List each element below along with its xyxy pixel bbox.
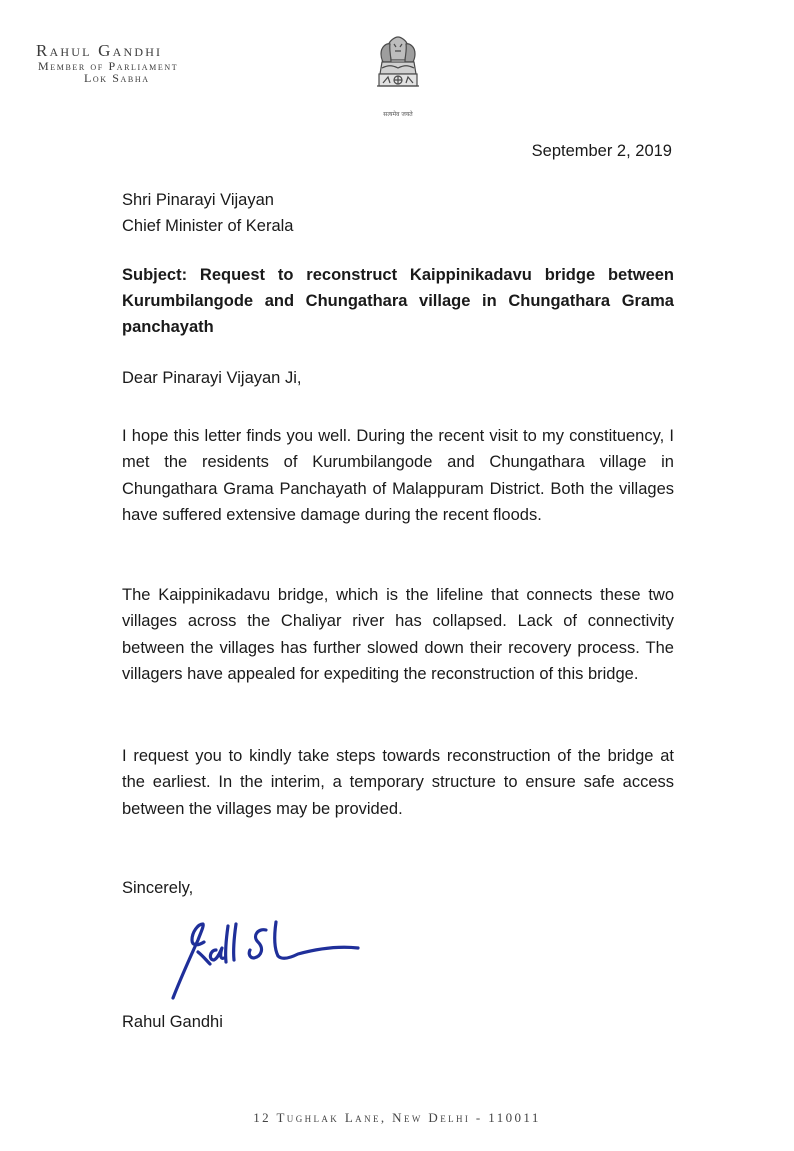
recipient-designation: Chief Minister of Kerala bbox=[122, 217, 294, 235]
letterhead-house: Lok Sabha bbox=[84, 71, 150, 85]
letterhead-title: Member of Parliament bbox=[38, 59, 179, 73]
recipient-block bbox=[122, 187, 294, 239]
footer-address: 12 Tughlak Lane, New Delhi - 110011 bbox=[253, 1110, 541, 1125]
emblem-motto: सत्यमेव जयते bbox=[383, 111, 413, 118]
letter-date: September 2, 2019 bbox=[531, 142, 672, 160]
signer-name: Rahul Gandhi bbox=[122, 1013, 223, 1031]
body-paragraph: I request you to kindly take steps towards reconstruction of the bridge at the earliest. In the interim, a temporary structure to ensure safe access between the villages may be provided. bbox=[122, 747, 674, 818]
closing: Sincerely, bbox=[122, 879, 194, 897]
recipient-name: Shri Pinarayi Vijayan bbox=[122, 191, 274, 209]
letterhead-name: Rahul Gandhi bbox=[36, 41, 163, 60]
body-paragraph: I hope this letter finds you well. During the recent visit to my constituency, I met the residents of Kurumbilangode and Chungathara village in Chungathara Grama Panchayath of Malappuram District. Both the villages have suffered extensive damage during the recent floods. bbox=[122, 427, 674, 525]
subject-line: Subject: Request to reconstruct Kaippinikadavu bridge between Kurumbilangode and Chungathara village in Chungathara Grama panchayath bbox=[122, 266, 674, 336]
salutation: Dear Pinarayi Vijayan Ji, bbox=[122, 369, 302, 387]
signature bbox=[170, 910, 370, 1005]
letterhead bbox=[36, 42, 178, 85]
body-paragraph: The Kaippinikadavu bridge, which is the lifeline that connects these two villages across the Chaliyar river has collapsed. Lack of connectivity between the villages has further slowed down their recovery process. The villagers have appealed for expediting the reconstruction of this bridge. bbox=[122, 586, 674, 684]
